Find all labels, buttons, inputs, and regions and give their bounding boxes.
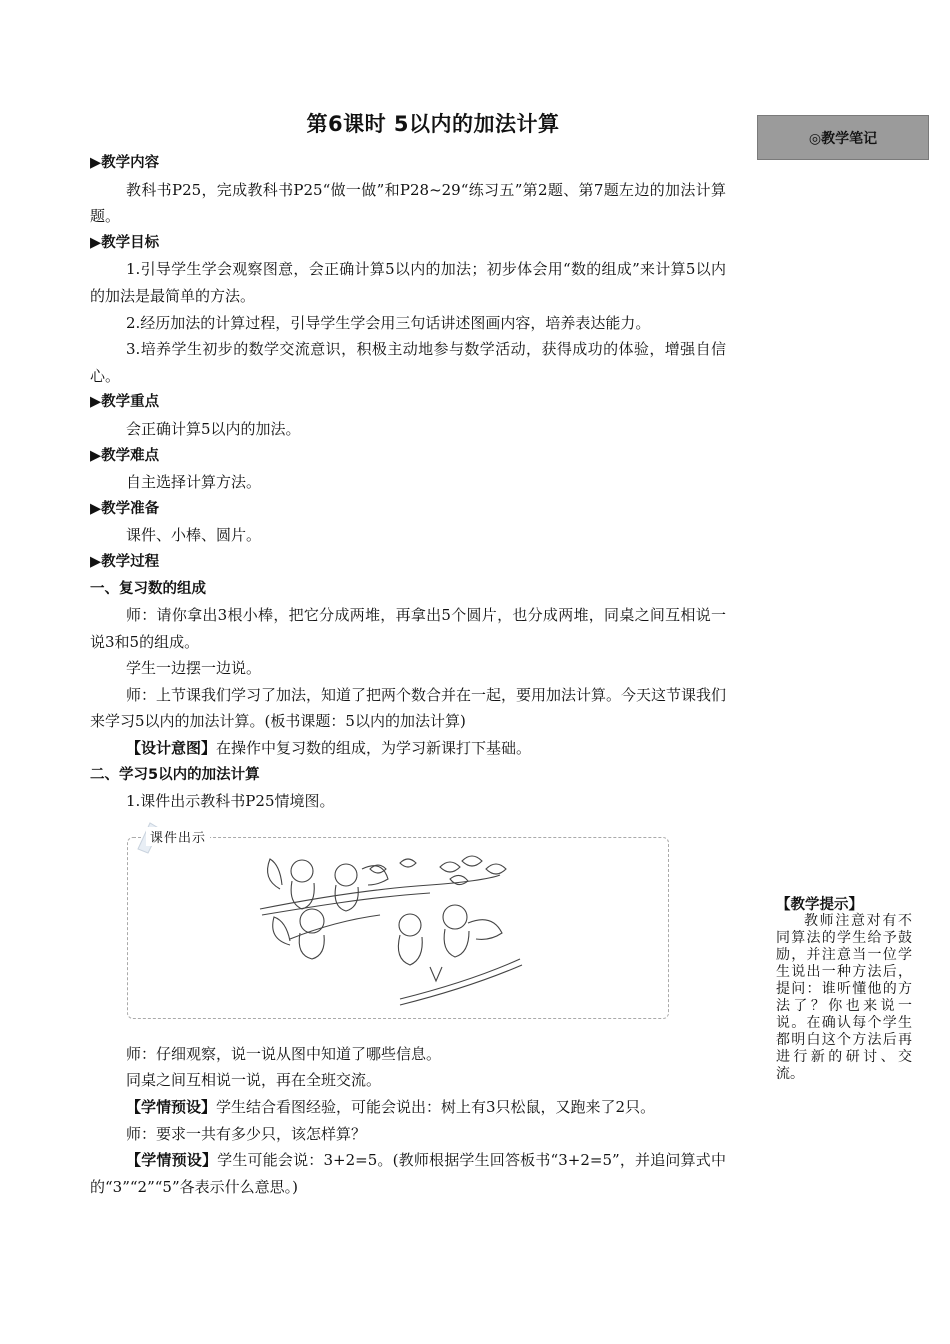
lesson-body <box>90 150 726 1200</box>
content-heading: ▶教学内容 <box>90 155 160 171</box>
paragraph-students-2: 同桌之间互相说一说，再在全班交流。 <box>126 1071 382 1090</box>
paragraph-courseware: 1.课件出示教科书P25情境图。 <box>126 792 335 811</box>
preset-1-text: 学生结合看图经验，可能会说出：树上有3只松鼠，又跑来了2只。 <box>216 1098 656 1117</box>
preset-2 <box>90 1147 726 1200</box>
teaching-notes-box: ◎教学笔记 <box>757 115 929 160</box>
goals-heading: ▶教学目标 <box>90 234 160 251</box>
squirrels-illustration <box>250 849 550 1009</box>
part1-heading: 一、复习数的组成 <box>90 580 206 597</box>
difficulty-text: 自主选择计算方法。 <box>126 473 262 492</box>
goal-2: 2.经历加法的计算过程，引导学生学会用三句话讲述图画内容，培养表达能力。 <box>126 313 651 332</box>
preparation-heading: ▶教学准备 <box>90 500 160 517</box>
teaching-tip-title: 【教学提示】 <box>776 896 863 913</box>
paragraph-teacher-3: 师：仔细观察，说一说从图中知道了哪些信息。 <box>126 1044 442 1063</box>
preparation-text: 课件、小棒、圆片。 <box>126 526 262 545</box>
teaching-tip-body: 教师注意对有不同算法的学生给予鼓励，并注意当一位学生说出一种方法后，提问：谁听懂他的方法了？你也来说一说。在确认每个学生都明白这个方法后再进行新的研讨、交流。 <box>776 913 912 1082</box>
part2-heading: 二、学习5以内的加法计算 <box>90 766 260 783</box>
content-text: 教科书P25，完成教科书P25“做一做”和P28~29“练习五”第2题、第7题左边的加法计算题。 <box>90 180 726 226</box>
key-point-heading: ▶教学重点 <box>90 394 160 411</box>
courseware-figure <box>90 819 726 1041</box>
preset-1-label: 【学情预设】 <box>126 1098 217 1117</box>
design-intent <box>90 735 726 762</box>
paragraph-students-1: 学生一边摆一边说。 <box>126 659 262 678</box>
teaching-tip <box>776 896 912 1083</box>
paragraph-teacher-4: 师：要求一共有多少只，该怎样算？ <box>126 1124 367 1143</box>
goal-1: 1.引导学生学会观察图意，会正确计算5以内的加法；初步体会用“数的组成”来计算5以内的加法是最简单的方法。 <box>90 260 726 305</box>
design-intent-label: 【设计意图】 <box>126 739 217 758</box>
goal-3: 3.培养学生初步的数学交流意识，积极主动地参与数学活动，获得成功的体验，增强自信心。 <box>90 340 726 385</box>
process-heading: ▶教学过程 <box>90 553 160 570</box>
preset-2-text: 学生可能会说：3+2=5。(教师根据学生回答板书“3+2=5”，并追问算式中的“3”“2”“5”各表示什么意思。) <box>90 1151 726 1196</box>
difficulty-heading: ▶教学难点 <box>90 447 160 464</box>
preset-1 <box>90 1094 726 1121</box>
paragraph-teacher-2: 师：上节课我们学习了加法，知道了把两个数合并在一起，要用加法计算。今天这节课我们来学习5以内的加法计算。(板书课题：5以内的加法计算) <box>90 685 727 731</box>
key-point-text: 会正确计算5以内的加法。 <box>126 419 301 438</box>
figure-label: 课件出示 <box>146 827 210 846</box>
paragraph-teacher-1: 师：请你拿出3根小棒，把它分成两堆，再拿出5个圆片，也分成两堆，同桌之间互相说一说3和5的组成。 <box>90 606 726 651</box>
preset-2-label: 【学情预设】 <box>126 1151 218 1170</box>
design-intent-text: 在操作中复习数的组成，为学习新课打下基础。 <box>216 739 532 758</box>
page-title: 第6课时 5以内的加法计算 <box>306 112 560 136</box>
